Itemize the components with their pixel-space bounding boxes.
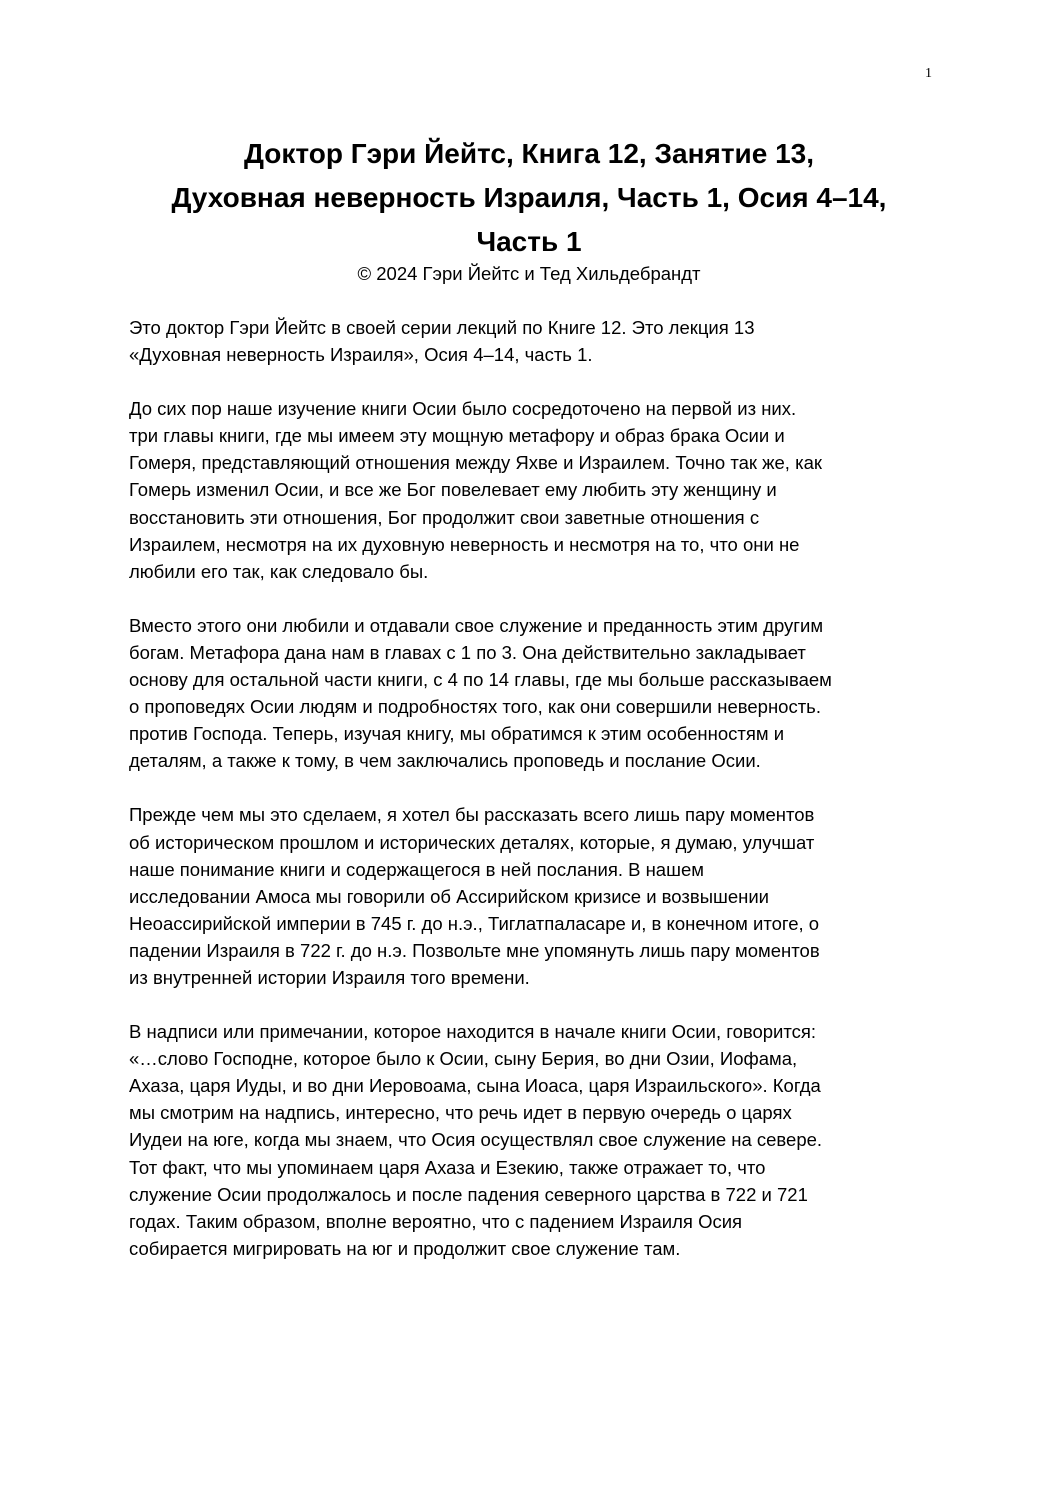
text-line: Израилем, несмотря на их духовную неверность и несмотря на то, что они не <box>129 533 800 555</box>
title-line: Духовная неверность Израиля, Часть 1, Осия 4–14, <box>171 182 887 213</box>
text-line: о проповедях Осии людям и подробностях того, как они совершили неверность. <box>129 696 821 718</box>
text-line: падении Израиля в 722 г. до н.э. Позвольте мне упомянуть лишь пару моментов <box>129 939 820 961</box>
text-line: Тот факт, что мы упоминаем царя Ахаза и Езекию, также отражает то, что <box>129 1156 766 1178</box>
text-line: из внутренней истории Израиля того времени. <box>129 966 530 988</box>
text-line: мы смотрим на надпись, интересно, что речь идет в первую очередь о царях <box>129 1102 792 1124</box>
text-line: годах. Таким образом, вполне вероятно, что с падением Израиля Осия <box>129 1210 743 1232</box>
paragraph-5 <box>129 1018 944 1262</box>
paragraph-1 <box>129 314 944 368</box>
text-line: служение Осии продолжалось и после падения северного царства в 722 и 721 <box>129 1183 808 1205</box>
text-line: деталям, а также к тому, в чем заключались проповедь и послание Осии. <box>129 750 761 772</box>
paragraph-3 <box>129 612 944 775</box>
text-line: Гомеря, представляющий отношения между Яхве и Израилем. Точно так же, как <box>129 452 822 474</box>
text-line: восстановить эти отношения, Бог продолжит свои заветные отношения с <box>129 506 760 528</box>
text-line: богам. Метафора дана нам в главах с 1 по 3. Она действительно закладывает <box>129 641 806 663</box>
copyright-line: © 2024 Гэри Йейтс и Тед Хильдебрандт <box>357 263 701 284</box>
text-line: собирается мигрировать на юг и продолжит свое служение там. <box>129 1237 681 1259</box>
text-line: Вместо этого они любили и отдавали свое служение и преданность этим другим <box>129 614 824 636</box>
page-number: 1 <box>925 66 932 81</box>
text-line: До сих пор наше изучение книги Осии было сосредоточено на первой из них. <box>129 398 797 420</box>
text-line: «Духовная неверность Израиля», Осия 4–14, часть 1. <box>129 344 593 366</box>
text-line: основу для остальной части книги, с 4 по 14 главы, где мы больше рассказываем <box>129 669 832 691</box>
paragraph-4 <box>129 801 944 991</box>
text-line: исследовании Амоса мы говорили об Ассирийском кризисе и возвышении <box>129 885 770 907</box>
text-line: Гомерь изменил Осии, и все же Бог повелевает ему любить эту женщину и <box>129 479 777 501</box>
text-line: Прежде чем мы это сделаем, я хотел бы рассказать всего лишь пару моментов <box>129 804 815 826</box>
text-line: В надписи или примечании, которое находится в начале книги Осии, говорится: <box>129 1021 817 1043</box>
title-line: Доктор Гэри Йейтс, Книга 12, Занятие 13, <box>243 138 815 169</box>
text-line: об историческом прошлом и исторических деталях, которые, я думаю, улучшат <box>129 831 815 853</box>
text-line: против Господа. Теперь, изучая книгу, мы обратимся к этим особенностям и <box>129 723 785 745</box>
text-line: наше понимание книги и содержащегося в ней послания. В нашем <box>129 858 704 880</box>
text-line: любили его так, как следовало бы. <box>129 560 429 582</box>
text-line: «…слово Господне, которое было к Осии, сыну Берия, во дни Озии, Иофама, <box>129 1048 798 1070</box>
document-title <box>110 132 948 264</box>
text-line: Это доктор Гэри Йейтс в своей серии лекций по Книге 12. Это лекция 13 <box>129 317 755 338</box>
title-line: Часть 1 <box>476 226 582 257</box>
text-line: Ахаза, царя Иуды, и во дни Иеровоама, сына Иоаса, царя Израильского». Когда <box>129 1075 821 1097</box>
text-line: Неоассирийской империи в 745 г. до н.э., Тиглатпаласаре и, в конечном итоге, о <box>129 912 820 934</box>
text-line: Иудеи на юге, когда мы знаем, что Осия осуществлял свое служение на севере. <box>129 1129 823 1151</box>
paragraph-2 <box>129 395 944 585</box>
text-line: три главы книги, где мы имеем эту мощную метафору и образ брака Осии и <box>129 425 785 447</box>
document-body <box>129 314 944 1289</box>
